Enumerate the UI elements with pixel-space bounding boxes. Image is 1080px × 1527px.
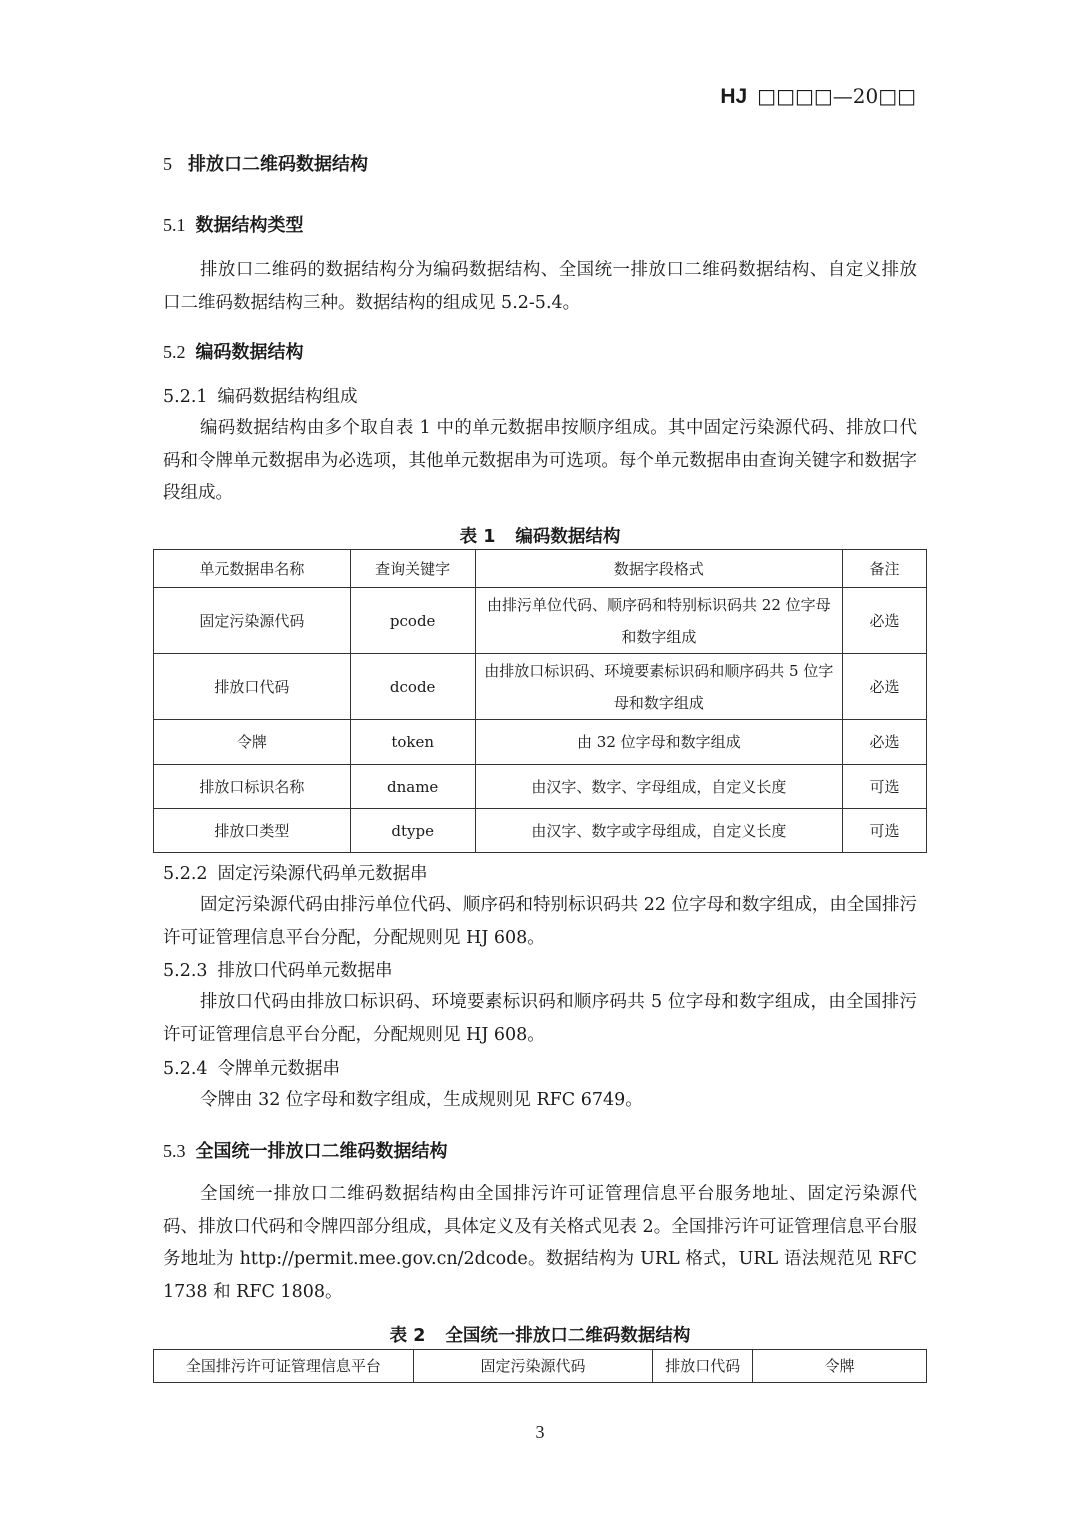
- section-5-3-paragraph: 全国统一排放口二维码数据结构由全国排污许可证管理信息平台服务地址、固定污染源代码、排放口代码和令牌四部分组成，具体定义及有关格式见表 2。全国排污许可证管理信息平台服务地址为 http://permit.mee.gov.cn/2dcode。数据结构为 URL 格式，URL 语法规范见 RFC 1738 和 RFC 1808。: [163, 1184, 917, 1302]
- header-cell: 备注: [843, 550, 927, 588]
- header-cell: 令牌: [753, 1350, 927, 1383]
- table-cell: token: [350, 720, 475, 765]
- section-number: 5.3: [163, 1141, 186, 1161]
- table-cell: 由排放口标识码、环境要素标识码和顺序码共 5 位字母和数字组成: [475, 654, 842, 720]
- section-5-2-1-heading: [163, 383, 358, 408]
- table-row: [154, 654, 927, 720]
- table-2-caption: [0, 1322, 1080, 1347]
- section-5-2-3-heading: [163, 957, 393, 982]
- table-cell: 必选: [843, 720, 927, 765]
- caption-number: 表 1: [459, 527, 496, 547]
- section-5-2-3-paragraph: 排放口代码由排放口标识码、环境要素标识码和顺序码共 5 位字母和数字组成，由全国排污许可证管理信息平台分配，分配规则见 HJ 608。: [163, 992, 917, 1045]
- table-cell: dtype: [350, 809, 475, 853]
- standard-code: □□□□—20□□: [757, 84, 916, 108]
- header-cell: 数据字段格式: [475, 550, 842, 588]
- section-5-2-2-heading: [163, 860, 428, 885]
- table-cell: 排放口代码: [154, 654, 351, 720]
- table-2: [153, 1349, 927, 1383]
- table-cell: 固定污染源代码: [154, 588, 351, 654]
- page-header: [720, 84, 916, 109]
- section-5-2-heading: [163, 338, 304, 364]
- section-title: 排放口代码单元数据串: [217, 961, 393, 981]
- table-row: [154, 809, 927, 853]
- caption-number: 表 2: [389, 1326, 426, 1346]
- table-1-caption: [0, 523, 1080, 548]
- table-cell: 必选: [843, 588, 927, 654]
- table-cell: pcode: [350, 588, 475, 654]
- section-title: 令牌单元数据串: [217, 1059, 341, 1079]
- header-cell: 单元数据串名称: [154, 550, 351, 588]
- section-number: 5.2.1: [163, 387, 208, 407]
- section-5-3-heading: [163, 1137, 448, 1163]
- table-cell: 可选: [843, 765, 927, 809]
- caption-title: 编码数据结构: [515, 527, 621, 547]
- section-number: 5: [163, 154, 172, 174]
- section-title: 固定污染源代码单元数据串: [217, 864, 428, 884]
- header-cell: 固定污染源代码: [413, 1350, 653, 1383]
- section-number: 5.2: [163, 342, 186, 362]
- table-cell: 由汉字、数字或字母组成，自定义长度: [475, 809, 842, 853]
- table-cell: dname: [350, 765, 475, 809]
- section-title: 数据结构类型: [195, 215, 304, 236]
- section-number: 5.2.2: [163, 864, 208, 884]
- header-cell: 查询关键字: [350, 550, 475, 588]
- table-header-row: [154, 1350, 927, 1383]
- section-5-2-1-paragraph: 编码数据结构由多个取自表 1 中的单元数据串按顺序组成。其中固定污染源代码、排放口代码和令牌单元数据串为必选项，其他单元数据串为可选项。每个单元数据串由查询关键字和数据字段组成。: [163, 418, 917, 503]
- section-number: 5.2.4: [163, 1059, 208, 1079]
- table-row: [154, 765, 927, 809]
- section-title: 编码数据结构: [195, 342, 304, 363]
- section-5-1-paragraph: 排放口二维码的数据结构分为编码数据结构、全国统一排放口二维码数据结构、自定义排放口二维码数据结构三种。数据结构的组成见 5.2-5.4。: [163, 260, 917, 313]
- section-title: 全国统一排放口二维码数据结构: [195, 1141, 448, 1162]
- table-row: [154, 720, 927, 765]
- table-cell: 可选: [843, 809, 927, 853]
- table-cell: 由 32 位字母和数字组成: [475, 720, 842, 765]
- section-title: 编码数据结构组成: [217, 387, 358, 407]
- section-5-2-2-paragraph: 固定污染源代码由排污单位代码、顺序码和特别标识码共 22 位字母和数字组成，由全国排污许可证管理信息平台分配，分配规则见 HJ 608。: [163, 895, 917, 948]
- section-number: 5.2.3: [163, 961, 208, 981]
- section-title: 排放口二维码数据结构: [188, 154, 368, 175]
- section-number: 5.1: [163, 215, 186, 235]
- table-cell: 必选: [843, 654, 927, 720]
- header-cell: 全国排污许可证管理信息平台: [154, 1350, 414, 1383]
- section-5-2-4-heading: [163, 1055, 340, 1080]
- header-cell: 排放口代码: [653, 1350, 753, 1383]
- page-number: 3: [535, 1422, 545, 1442]
- table-cell: dcode: [350, 654, 475, 720]
- table-cell: 排放口标识名称: [154, 765, 351, 809]
- section-5-1-heading: [163, 211, 304, 237]
- table-cell: 令牌: [154, 720, 351, 765]
- table-cell: 由汉字、数字、字母组成，自定义长度: [475, 765, 842, 809]
- table-cell: 由排污单位代码、顺序码和特别标识码共 22 位字母和数字组成: [475, 588, 842, 654]
- table-1: [153, 549, 927, 853]
- section-5-2-4-paragraph: 令牌由 32 位字母和数字组成，生成规则见 RFC 6749。: [200, 1090, 643, 1110]
- table-row: [154, 588, 927, 654]
- table-header-row: [154, 550, 927, 588]
- table-cell: 排放口类型: [154, 809, 351, 853]
- standard-prefix: HJ: [720, 85, 748, 108]
- caption-title: 全国统一排放口二维码数据结构: [445, 1326, 691, 1346]
- section-5-heading: [163, 150, 368, 176]
